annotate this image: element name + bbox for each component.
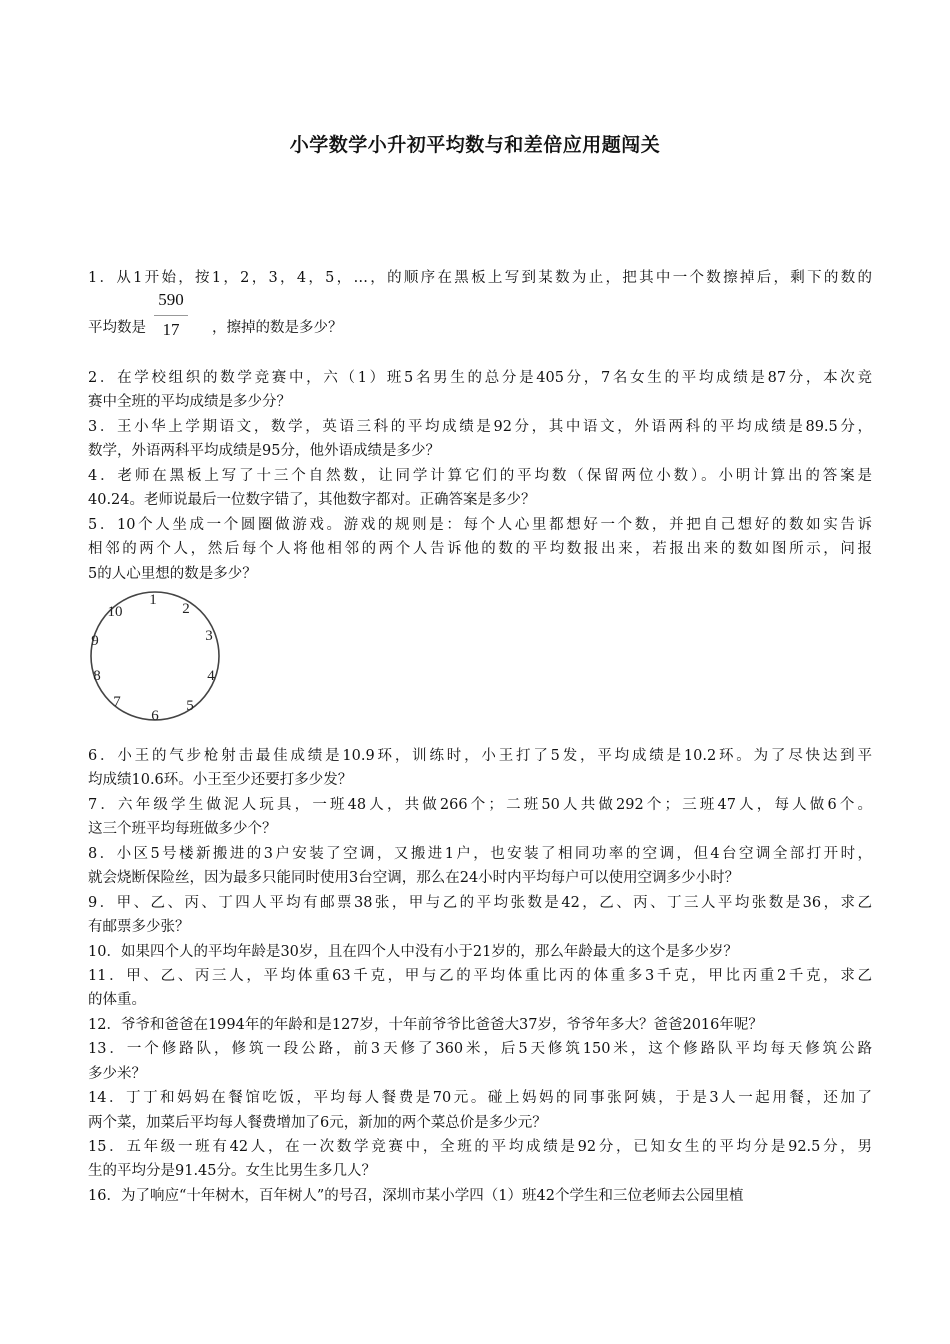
question-line: 就会烧断保险丝，因为最多只能同时使用3台空调，那么在24小时内平均每户可以使用空调多少小时？ [88, 870, 740, 887]
question-item [88, 415, 872, 464]
question-line: 生的平均分是91.45分。女生比男生多几人？ [88, 1163, 377, 1180]
page-title: 小学数学小升初平均数与和差倍应用题闯关 [289, 134, 661, 156]
question-item [88, 1013, 872, 1037]
question-item [88, 891, 872, 940]
question-line: 6．小王的气步枪射击最佳成绩是10.9环，训练时，小王打了5发，平均成绩是10.2环。为了尽快达到平 [88, 748, 872, 764]
question-line: 13．一个修路队，修筑一段公路，前3天修了360米，后5天修筑150米，这个修路队平均每天修筑公路 [88, 1041, 872, 1058]
question-item [88, 1184, 872, 1208]
circle-label: 6 [151, 708, 159, 724]
question-1 [88, 266, 872, 290]
question-item [88, 842, 872, 891]
question-item [88, 964, 872, 1013]
question-line: 相邻的两个人，然后每个人将他相邻的两个人告诉他的数的平均数报出来，若报出来的数如图所示，问报 [88, 541, 872, 558]
question-line: 有邮票多少张？ [88, 919, 190, 936]
question-line: 4．老师在黑板上写了十三个自然数，让同学计算它们的平均数（保留两位小数）。小明计算出的答案是 [88, 467, 872, 484]
question-line: 5的人心里想的数是多少？ [88, 565, 257, 582]
circle-label: 9 [91, 633, 99, 649]
question-1-line-2 [88, 316, 343, 340]
question-item [88, 1086, 872, 1135]
question-line: 40.24。老师说最后一位数字错了，其他数字都对。正确答案是多少？ [88, 492, 536, 509]
question-line: 2．在学校组织的数学竞赛中，六（1）班5名男生的总分是405分，7名女生的平均成绩是87分，本次竞 [88, 370, 872, 386]
circle-label: 5 [186, 698, 194, 714]
circle-label: 2 [182, 601, 190, 617]
question-line: 10．如果四个人的平均年龄是30岁，且在四个人中没有小于21岁的，那么年龄最大的这个是多少岁？ [88, 943, 738, 960]
question-line: 均成绩10.6环。小王至少还要打多少发？ [88, 772, 353, 789]
question-line: 1．从1开始，按1，2，3，4，5，…，的顺序在黑板上写到某数为止，把其中一个数擦掉后，剩下的数的 [88, 270, 872, 286]
question-text: ，擦掉的数是多少？ [212, 320, 343, 336]
question-line: 16．为了响应“十年树木，百年树人”的号召，深圳市某小学四（1）班42个学生和三位老师去公园里植 [88, 1187, 744, 1204]
question-item [88, 513, 872, 586]
question-item [88, 464, 872, 513]
question-item [88, 744, 872, 793]
questions-2-5 [88, 366, 872, 586]
circle-label: 10 [107, 604, 123, 620]
circle-label: 8 [93, 668, 101, 684]
question-line: 这三个班平均每班做多少个？ [88, 821, 277, 838]
question-line: 12．爷爷和爸爸在1994年的年龄和是127岁，十年前爷爷比爸爸大37岁，爷爷年多大？爸爸2016年呢？ [88, 1016, 763, 1033]
question-item [88, 1135, 872, 1184]
questions-6-16 [88, 744, 872, 1208]
fraction-numerator: 590 [154, 290, 188, 316]
question-line: 8．小区5号楼新搬进的3户安装了空调，又搬进1户，也安装了相同功率的空调，但4台空调全部打开时， [88, 845, 872, 862]
question-item [88, 940, 872, 964]
fraction-denominator: 17 [162, 320, 180, 339]
question-line: 5．10个人坐成一个圆圈做游戏。游戏的规则是：每个人心里都想好一个数，并把自己想好的数如实告诉 [88, 516, 872, 533]
question-line: 14．丁丁和妈妈在餐馆吃饭，平均每人餐费是70元。碰上妈妈的同事张阿姨，于是3人一起用餐，还加了 [88, 1090, 872, 1107]
circle-label: 1 [149, 592, 157, 608]
question-line: 数学，外语两科平均成绩是95分，他外语成绩是多少？ [88, 443, 440, 460]
question-line: 赛中全班的平均成绩是多少分？ [88, 394, 291, 411]
circle-label: 3 [205, 628, 213, 644]
question-item [88, 366, 872, 415]
circle-label: 4 [207, 668, 215, 684]
question-text: 平均数是 [88, 320, 146, 336]
question-line: 两个菜，加菜后平均每人餐费增加了6元，新加的两个菜总价是多少元？ [88, 1114, 547, 1131]
question-line: 多少米？ [88, 1065, 146, 1082]
question-line: 的体重。 [88, 992, 146, 1009]
circle-label: 7 [113, 694, 121, 710]
question-line: 11．甲、乙、丙三人，平均体重63千克，甲与乙的平均体重比丙的体重多3千克，甲比丙重2千克，求乙 [88, 967, 872, 984]
question-item [88, 1037, 872, 1086]
number-circle-figure [85, 590, 225, 725]
question-line: 15．五年级一班有42人，在一次数学竞赛中，全班的平均成绩是92分，已知女生的平均分是92.5分，男 [88, 1139, 872, 1155]
question-line: 9．甲、乙、丙、丁四人平均有邮票38张，甲与乙的平均张数是42，乙、丙、丁三人平均张数是36，求乙 [88, 894, 872, 911]
question-line: 3．王小华上学期语文，数学，英语三科的平均成绩是92分，其中语文，外语两科的平均成绩是89.5分， [88, 418, 872, 435]
question-item [88, 793, 872, 842]
question-line: 7．六年级学生做泥人玩具，一班48人，共做266个；二班50人共做292个；三班47人，每人做6个。 [88, 796, 872, 813]
